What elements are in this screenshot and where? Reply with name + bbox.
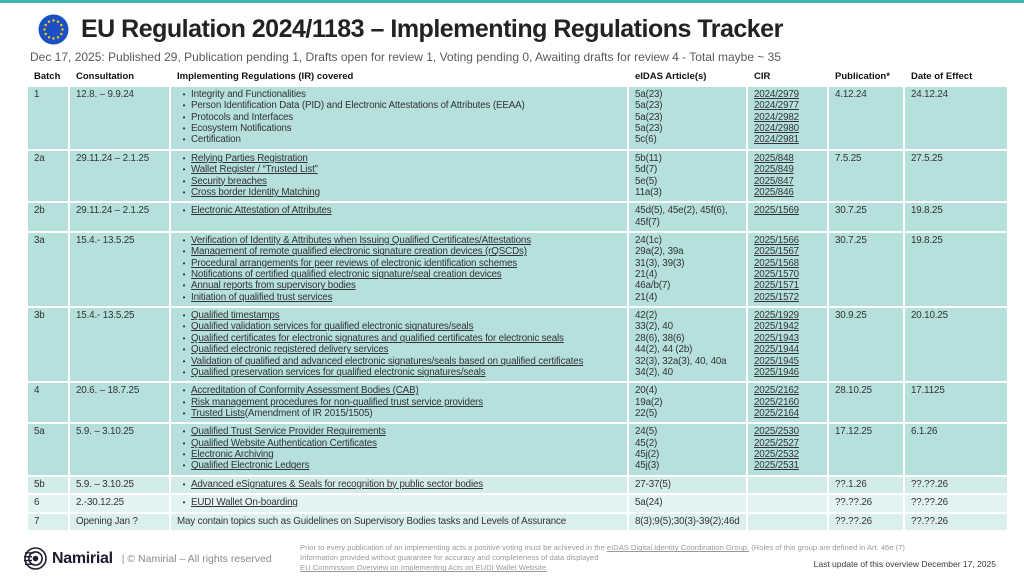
batch-cell: 2b: [28, 203, 68, 231]
eidas-articles-cell: [629, 424, 746, 474]
date-of-effect-cell: ??.??.26: [905, 495, 1007, 511]
consultation-cell: 5.9. – 3.10.25: [70, 477, 169, 493]
ir-item: [177, 385, 621, 396]
ir-item-text: Protocols and Interfaces: [191, 111, 294, 123]
table-body: [28, 87, 1024, 530]
bullet-icon: •: [182, 450, 186, 460]
publication-cell: ??.??.26: [829, 495, 903, 511]
ir-item-link[interactable]: Qualified timestamps: [191, 310, 280, 322]
table-row: [28, 495, 1024, 511]
cir-link[interactable]: 2025/1568: [754, 257, 799, 269]
eu-star: [48, 36, 50, 38]
cir-link[interactable]: 2025/1569: [754, 205, 799, 217]
cir-link[interactable]: 2025/848: [754, 152, 794, 164]
table-row: [28, 151, 1024, 201]
column-header-0: Batch: [28, 68, 68, 85]
eu-star: [60, 24, 62, 26]
date-of-effect-cell: 27.5.25: [905, 151, 1007, 201]
eidas-article: 5a(23): [635, 123, 663, 135]
ir-item-link[interactable]: Procedural arrangements for peer reviews of electronic identification schemes: [191, 257, 518, 269]
ir-item: [177, 153, 621, 164]
ir-item-link[interactable]: Qualified Website Authentication Certificates: [191, 437, 377, 449]
ir-item-link[interactable]: Accreditation of Conformity Assessment Bodies (CAB): [191, 385, 419, 397]
ir-item: [177, 134, 621, 145]
ir-item-text: Certification: [191, 134, 241, 146]
date-of-effect-cell: 24.12.24: [905, 87, 1007, 149]
bullet-icon: •: [182, 124, 186, 134]
brand-name: Namirial: [52, 549, 113, 567]
column-header-3: eIDAS Article(s): [629, 68, 746, 85]
eu-star: [52, 19, 54, 21]
batch-cell: 6: [28, 495, 68, 511]
bullet-icon: •: [182, 427, 186, 437]
ir-covered-cell: [171, 514, 627, 530]
cir-link[interactable]: 2025/1944: [754, 344, 799, 356]
bullet-icon: •: [182, 153, 186, 163]
cir-link[interactable]: 2025/1942: [754, 321, 799, 333]
column-header-1: Consultation: [70, 68, 169, 85]
bullet-icon: •: [182, 345, 186, 355]
date-of-effect-cell: ??.??.26: [905, 514, 1007, 530]
cir-cell: [748, 233, 827, 306]
footer-note-text: Prior to every publication of an implementing acts a positive voting must be achieved in the: [300, 543, 607, 553]
eidas-article: 5a(23): [635, 111, 663, 123]
publication-cell: 30.9.25: [829, 308, 903, 381]
ir-item: [177, 479, 621, 490]
cir-cell: [748, 308, 827, 381]
eu-star: [57, 21, 59, 23]
date-of-effect-cell: 20.10.25: [905, 308, 1007, 381]
column-header-2: Implementing Regulations (IR) covered: [171, 68, 627, 85]
bullet-icon: •: [182, 438, 186, 448]
cir-link[interactable]: 2025/846: [754, 186, 794, 198]
ir-item: [177, 164, 621, 175]
ir-item-link[interactable]: Verification of Identity & Attributes when Issuing Qualified Certificates/Attestations: [191, 234, 531, 246]
ir-item: [177, 235, 621, 246]
ir-item-link[interactable]: Electronic Attestation of Attributes: [191, 205, 332, 217]
column-header-4: CIR: [748, 68, 827, 85]
eidas-article: 45d(5), 45e(2), 45f(6), 45f(7): [635, 205, 728, 228]
eidas-articles-cell: [629, 233, 746, 306]
ir-item-link[interactable]: Annual reports from supervisory bodies: [191, 280, 356, 292]
top-accent-bar: [0, 0, 1024, 3]
ir-item-text: Ecosystem Notifications: [191, 123, 292, 135]
table-row: [28, 383, 1024, 422]
ir-item: [177, 367, 621, 378]
bullet-icon: •: [182, 206, 186, 216]
footer-note-line: [300, 543, 905, 553]
eidas-article: 42(2): [635, 310, 658, 322]
eidas-article: 45j(2): [635, 449, 660, 461]
cir-link[interactable]: 2024/2979: [754, 89, 799, 100]
cir-link[interactable]: 2025/1570: [754, 269, 799, 281]
date-of-effect-cell: 19.8.25: [905, 233, 1007, 306]
bullet-icon: •: [182, 498, 186, 508]
ir-item-link[interactable]: Trusted Lists: [191, 407, 245, 419]
ir-item-link[interactable]: Management of remote qualified electronic signature creation devices (rQSCDs): [191, 246, 527, 258]
ir-item-link[interactable]: Qualified preservation services for qualified electronic signatures/seals: [191, 366, 486, 378]
cir-cell: [748, 424, 827, 474]
ir-item: [177, 333, 621, 344]
cir-link[interactable]: 2025/2530: [754, 426, 799, 438]
consultation-cell: Opening Jan ?: [70, 514, 169, 530]
ir-covered-cell: [171, 87, 627, 149]
ir-item-link[interactable]: Advanced eSignatures & Seals for recognition by public sector bodies: [191, 478, 484, 490]
header: [0, 0, 1024, 45]
eidas-article: 29a(2), 39a: [635, 246, 684, 258]
eu-star: [52, 37, 54, 39]
cir-link[interactable]: 2025/1567: [754, 246, 799, 258]
ir-item-link[interactable]: Initiation of qualified trust services: [191, 291, 333, 303]
cir-link[interactable]: 2024/2982: [754, 111, 799, 123]
eu-star: [57, 36, 59, 38]
batch-cell: 2a: [28, 151, 68, 201]
eidas-articles-cell: [629, 151, 746, 201]
ir-item-link[interactable]: Security breaches: [191, 175, 267, 187]
cir-link[interactable]: 2024/2977: [754, 100, 799, 112]
ir-item-link[interactable]: Cross border Identity Matching: [191, 186, 320, 198]
ir-item: [177, 89, 621, 100]
cir-link[interactable]: 2025/1566: [754, 234, 799, 246]
ir-item: [177, 516, 621, 527]
ir-item: [177, 408, 621, 419]
publication-cell: 7.5.25: [829, 151, 903, 201]
consultation-cell: 12.8. – 9.9.24: [70, 87, 169, 149]
footer-note-link[interactable]: eIDAS Digital Identity Coordination Group.: [606, 543, 750, 553]
eidas-article: 5b(11): [635, 152, 662, 164]
ir-item: [177, 269, 621, 280]
eidas-articles-cell: [629, 87, 746, 149]
column-header-6: Date of Effect: [905, 68, 1007, 85]
bullet-icon: •: [182, 322, 186, 332]
ir-item: [177, 187, 621, 198]
cir-link[interactable]: 2025/847: [754, 175, 794, 187]
table-row: [28, 233, 1024, 306]
ir-covered-cell: [171, 424, 627, 474]
eu-star: [43, 28, 45, 30]
date-of-effect-cell: ??.??.26: [905, 477, 1007, 493]
bullet-icon: •: [182, 165, 186, 175]
ir-item-link[interactable]: Notifications of certified qualified electronic signature/seal creation devices: [191, 269, 502, 281]
cir-link[interactable]: 2024/2981: [754, 134, 799, 146]
ir-covered-cell: [171, 233, 627, 306]
eidas-article: 5a(23): [635, 89, 663, 100]
table-row: [28, 424, 1024, 474]
eidas-article: 22(5): [635, 407, 658, 419]
bullet-icon: •: [182, 235, 186, 245]
consultation-cell: 29.11.24 – 2.1.25: [70, 151, 169, 201]
brand: [24, 547, 272, 570]
eidas-article: 33(2), 40: [635, 321, 673, 333]
batch-cell: 5b: [28, 477, 68, 493]
consultation-cell: 2.-30.12.25: [70, 495, 169, 511]
copyright-text: | © Namirial – All rights reserved: [121, 552, 272, 565]
ir-item: [177, 176, 621, 187]
ir-item-suffix: (Amendment of IR 2015/1505): [244, 407, 373, 419]
cir-cell: [748, 151, 827, 201]
eidas-article: 45(2): [635, 437, 658, 449]
batch-cell: 3a: [28, 233, 68, 306]
publication-cell: 4.12.24: [829, 87, 903, 149]
eu-star: [45, 24, 47, 26]
cir-link[interactable]: 2025/1571: [754, 280, 799, 292]
ir-item: [177, 258, 621, 269]
last-update-text: Last update of this overview December 17, 2025: [813, 559, 996, 569]
eidas-article: 28(6), 38(6): [635, 332, 685, 344]
ir-item-text: May contain topics such as Guidelines on Supervisory Bodies tasks and Levels of Assurance: [177, 515, 567, 527]
cir-link[interactable]: 2025/2160: [754, 396, 799, 408]
footer-note-text: (Roles of this group are defined in Art. 46e (7): [749, 543, 905, 553]
batch-cell: 7: [28, 514, 68, 530]
publication-cell: ??.??.26: [829, 514, 903, 530]
eidas-articles-cell: [629, 514, 746, 530]
eidas-article: 5c(6): [635, 134, 657, 146]
eidas-articles-cell: [629, 477, 746, 493]
footer-note-text: Information provided without guarantee for accuracy and completeness of data displayed: [300, 553, 599, 563]
page-title: EU Regulation 2024/1183 – Implementing Regulations Tracker: [81, 15, 783, 43]
batch-cell: 1: [28, 87, 68, 149]
consultation-cell: 20.6. – 18.7.25: [70, 383, 169, 422]
ir-item: [177, 100, 621, 111]
consultation-cell: 5.9. – 3.10.25: [70, 424, 169, 474]
table-row: [28, 514, 1024, 530]
ir-item: [177, 344, 621, 355]
cir-cell: [748, 514, 827, 530]
eidas-article: 19a(2): [635, 396, 663, 408]
publication-cell: ??.1.26: [829, 477, 903, 493]
cir-link[interactable]: 2025/2164: [754, 407, 799, 419]
eidas-articles-cell: [629, 308, 746, 381]
footer-note-link[interactable]: EU Commission Overview on Implementing Acts on EUDI Wallet Website: [300, 563, 547, 573]
publication-cell: 30.7.25: [829, 233, 903, 306]
ir-item-link[interactable]: Qualified certificates for electronic signatures and qualified certificates for electronic seals: [191, 332, 564, 344]
publication-cell: 30.7.25: [829, 203, 903, 231]
eidas-article: 34(2), 40: [635, 366, 673, 378]
consultation-cell: 29.11.24 – 2.1.25: [70, 203, 169, 231]
ir-item-link[interactable]: EUDI Wallet On-boarding: [191, 497, 298, 509]
eidas-article: 11a(3): [635, 186, 662, 198]
table-row: [28, 308, 1024, 381]
eidas-article: 21(4): [635, 291, 658, 303]
ir-item: [177, 205, 621, 216]
eu-star: [61, 28, 63, 30]
bullet-icon: •: [182, 461, 186, 471]
cir-link[interactable]: 2025/1945: [754, 355, 799, 367]
bullet-icon: •: [182, 135, 186, 145]
ir-item: [177, 321, 621, 332]
status-summary: Dec 17, 2025: Published 29, Publication pending 1, Drafts open for review 1, Voting pending 0, Awaiting drafts for review 4 - Total maybe ~ 35: [30, 50, 782, 64]
cir-link[interactable]: 2025/1946: [754, 366, 799, 378]
eu-star: [45, 33, 47, 35]
eidas-article: 5d(7): [635, 164, 658, 176]
ir-item: [177, 438, 621, 449]
eidas-article: 27-37(5): [635, 478, 671, 490]
eidas-articles-cell: [629, 203, 746, 231]
consultation-cell: 15.4.- 13.5.25: [70, 233, 169, 306]
cir-cell: [748, 203, 827, 231]
ir-item-text: Integrity and Functionalities: [191, 89, 306, 100]
table-row: [28, 477, 1024, 493]
cir-link[interactable]: 2025/1572: [754, 291, 799, 303]
eidas-article: 24(1c): [635, 234, 662, 246]
bullet-icon: •: [182, 258, 186, 268]
eidas-article: 46a/b(7): [635, 280, 671, 292]
ir-item: [177, 292, 621, 303]
ir-item-link[interactable]: Risk management procedures for non-qualified trust service providers: [191, 396, 484, 408]
table-header-row: [28, 68, 1024, 85]
ir-item-link[interactable]: Wallet Register / “Trusted List”: [191, 164, 318, 176]
cir-link[interactable]: 2025/2532: [754, 449, 799, 461]
ir-item: [177, 497, 621, 508]
table-row: [28, 203, 1024, 231]
eidas-article: 5a(24): [635, 497, 663, 509]
eidas-article: 20(4): [635, 385, 658, 397]
bullet-icon: •: [182, 247, 186, 257]
date-of-effect-cell: 17.1125: [905, 383, 1007, 422]
cir-link[interactable]: 2025/2531: [754, 460, 799, 472]
ir-item-link[interactable]: Qualified Trust Service Provider Requirements: [191, 426, 386, 438]
eidas-article: 32(3), 32a(3), 40, 40a: [635, 355, 727, 367]
ir-item-link[interactable]: Relying Parties Registration: [191, 152, 308, 164]
ir-covered-cell: [171, 308, 627, 381]
eu-star: [60, 33, 62, 35]
namirial-logo-icon: [24, 547, 47, 570]
cir-cell: [748, 495, 827, 511]
cir-cell: [748, 87, 827, 149]
bullet-icon: •: [182, 270, 186, 280]
eidas-article: 5a(23): [635, 100, 663, 112]
eidas-article: 24(5): [635, 426, 658, 438]
ir-item: [177, 123, 621, 134]
ir-item-text: Person Identification Data (PID) and Electronic Attestations of Attributes (EEAA): [191, 100, 525, 112]
cir-link[interactable]: 2025/2527: [754, 437, 799, 449]
cir-link[interactable]: 2025/2162: [754, 385, 799, 397]
ir-item-link[interactable]: Qualified validation services for qualified electronic signatures/seals: [191, 321, 474, 333]
cir-link[interactable]: 2025/1943: [754, 332, 799, 344]
ir-item: [177, 397, 621, 408]
tracker-table: [0, 68, 1024, 530]
ir-item-link[interactable]: Qualified electronic registered delivery services: [191, 344, 389, 356]
cir-link[interactable]: 2025/849: [754, 164, 794, 176]
publication-cell: 28.10.25: [829, 383, 903, 422]
bullet-icon: •: [182, 281, 186, 291]
eidas-articles-cell: [629, 383, 746, 422]
eidas-article: 45j(3): [635, 460, 660, 472]
footer: [0, 545, 1024, 577]
ir-item: [177, 426, 621, 437]
bullet-icon: •: [182, 386, 186, 396]
batch-cell: 4: [28, 383, 68, 422]
cir-link[interactable]: 2024/2980: [754, 123, 799, 135]
eu-flag-icon: [38, 14, 69, 45]
ir-covered-cell: [171, 495, 627, 511]
cir-cell: [748, 383, 827, 422]
eidas-article: 21(4): [635, 269, 658, 281]
ir-covered-cell: [171, 477, 627, 493]
bullet-icon: •: [182, 333, 186, 343]
publication-cell: 17.12.25: [829, 424, 903, 474]
ir-item-link[interactable]: Electronic Archiving: [191, 449, 274, 461]
bullet-icon: •: [182, 397, 186, 407]
cir-cell: [748, 477, 827, 493]
consultation-cell: 15.4.- 13.5.25: [70, 308, 169, 381]
table-row: [28, 87, 1024, 149]
ir-covered-cell: [171, 383, 627, 422]
ir-covered-cell: [171, 203, 627, 231]
ir-item: [177, 280, 621, 291]
ir-item: [177, 246, 621, 257]
cir-link[interactable]: 2025/1929: [754, 310, 799, 322]
batch-cell: 3b: [28, 308, 68, 381]
eidas-articles-cell: [629, 495, 746, 511]
bullet-icon: •: [182, 101, 186, 111]
bullet-icon: •: [182, 311, 186, 321]
date-of-effect-cell: 19.8.25: [905, 203, 1007, 231]
bullet-icon: •: [182, 187, 186, 197]
bullet-icon: •: [182, 367, 186, 377]
eidas-article: 44(2), 44 (2b): [635, 344, 693, 356]
eidas-article: 31(3), 39(3): [635, 257, 685, 269]
bullet-icon: •: [182, 408, 186, 418]
bullet-icon: •: [182, 176, 186, 186]
ir-item: [177, 356, 621, 367]
bullet-icon: •: [182, 356, 186, 366]
bullet-icon: •: [182, 479, 186, 489]
ir-covered-cell: [171, 151, 627, 201]
ir-item: [177, 310, 621, 321]
ir-item: [177, 112, 621, 123]
bullet-icon: •: [182, 112, 186, 122]
bullet-icon: •: [182, 292, 186, 302]
batch-cell: 5a: [28, 424, 68, 474]
ir-item: [177, 449, 621, 460]
eidas-article: 8(3);9(5);30(3)-39(2);46d: [635, 515, 740, 527]
eidas-article: 5e(5): [635, 175, 658, 187]
column-header-5: Publication*: [829, 68, 903, 85]
bullet-icon: •: [182, 90, 186, 99]
date-of-effect-cell: 6.1.26: [905, 424, 1007, 474]
ir-item-link[interactable]: Qualified Electronic Ledgers: [191, 460, 310, 472]
eu-star: [48, 21, 50, 23]
ir-item: [177, 460, 621, 471]
ir-item-link[interactable]: Validation of qualified and advanced electronic signatures/seals based on qualified certificates: [191, 355, 584, 367]
